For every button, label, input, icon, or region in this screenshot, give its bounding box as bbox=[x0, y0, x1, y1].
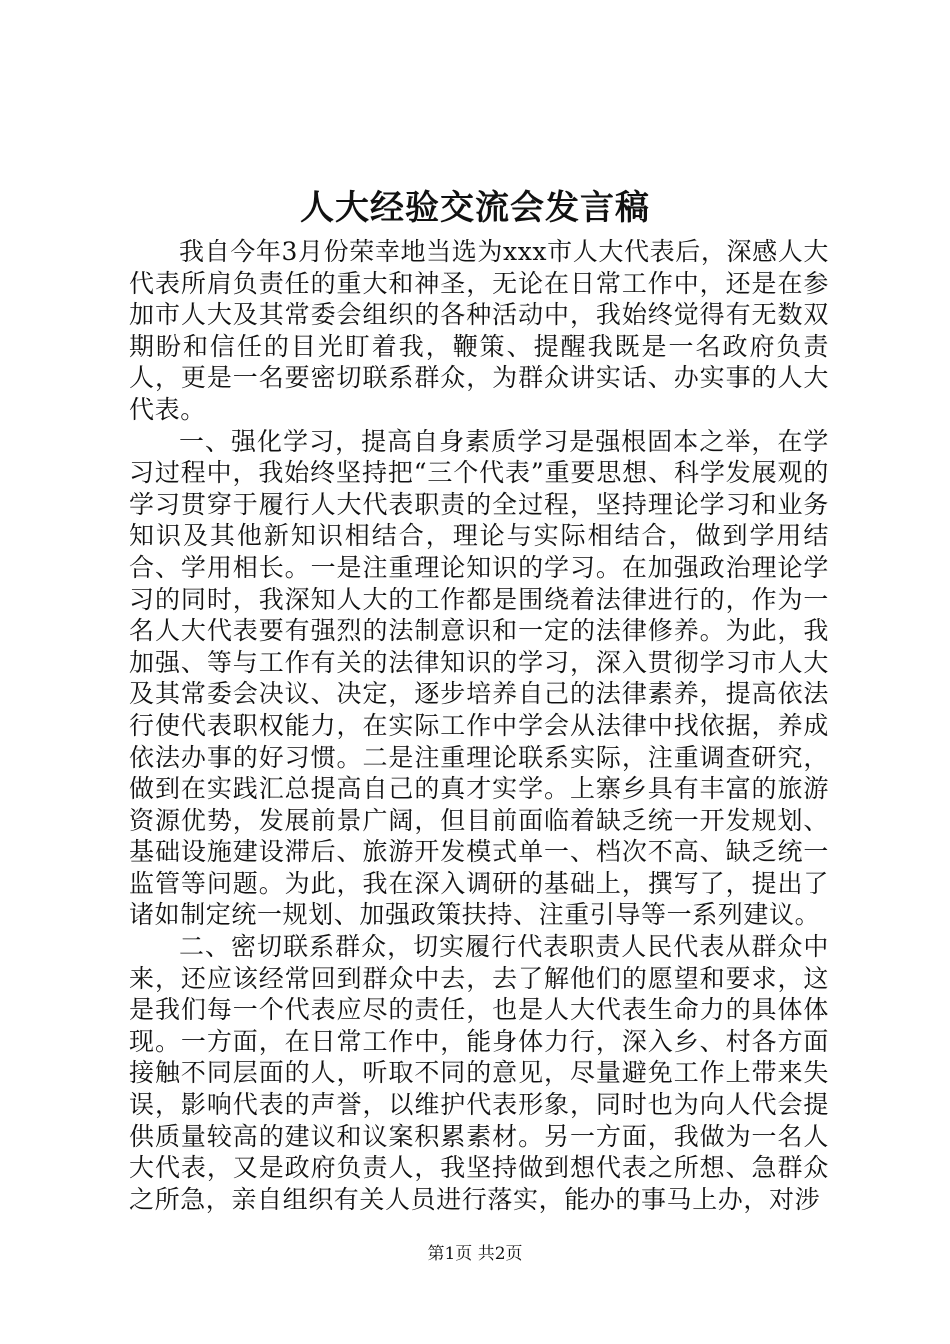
paragraph-section-2: 二、密切联系群众，切实履行代表职责人民代表从群众中来，还应该经常回到群众中去，去了解他们的愿望和要求，这是我们每一个代表应尽的责任，也是人大代表生命力的具体体现。一方面，在日常工作中，能身体力行，深入乡、村各方面接触不同层面的人，听取不同的意见，尽量避免工作上带来失误，影响代表的声誉，以维护代表形象，同时也为向人代会提供质量较高的建议和议案积累素材。另一方面，我做为一名人大代表，又是政府负责人，我坚持做到想代表之所想、急群众之所急，亲自组织有关人员进行落实，能办的事马上办，对涉 bbox=[129, 932, 829, 1214]
document-body bbox=[129, 236, 829, 1215]
page-number-footer: 第1页 共2页 bbox=[427, 1244, 523, 1264]
document-title: 人大经验交流会发言稿 bbox=[300, 188, 650, 228]
paragraph-section-1: 一、强化学习，提高自身素质学习是强根固本之举，在学习过程中，我始终坚持把“三个代表”重要思想、科学发展观的学习贯穿于履行人大代表职责的全过程，坚持理论学习和业务知识及其他新知识相结合，理论与实际相结合，做到学用结合、学用相长。一是注重理论知识的学习。在加强政治理论学习的同时，我深知人大的工作都是围绕着法律进行的，作为一名人大代表要有强烈的法制意识和一定的法律修养。为此，我加强、等与工作有关的法律知识的学习，深入贯彻学习市人大及其常委会决议、决定，逐步培养自己的法律素养，提高依法行使代表职权能力，在实际工作中学会从法律中找依据，养成依法办事的好习惯。二是注重理论联系实际，注重调查研究，做到在实践汇总提高自己的真才实学。上寨乡具有丰富的旅游资源优势，发展前景广阔，但目前面临着缺乏统一开发规划、基础设施建设滞后、旅游开发模式单一、档次不高、缺乏统一监管等问题。为此，我在深入调研的基础上，撰写了，提出了诸如制定统一规划、加强政策扶持、注重引导等一系列建议。 bbox=[129, 426, 829, 930]
paragraph-intro: 我自今年3月份荣幸地当选为xxx市人大代表后，深感人大代表所肩负责任的重大和神圣，无论在日常工作中，还是在参加市人大及其常委会组织的各种活动中，我始终觉得有无数双期盼和信任的目光盯着我，鞭策、提醒我既是一名政府负责人，更是一名要密切联系群众，为群众讲实话、办实事的人大代表。 bbox=[129, 237, 829, 424]
